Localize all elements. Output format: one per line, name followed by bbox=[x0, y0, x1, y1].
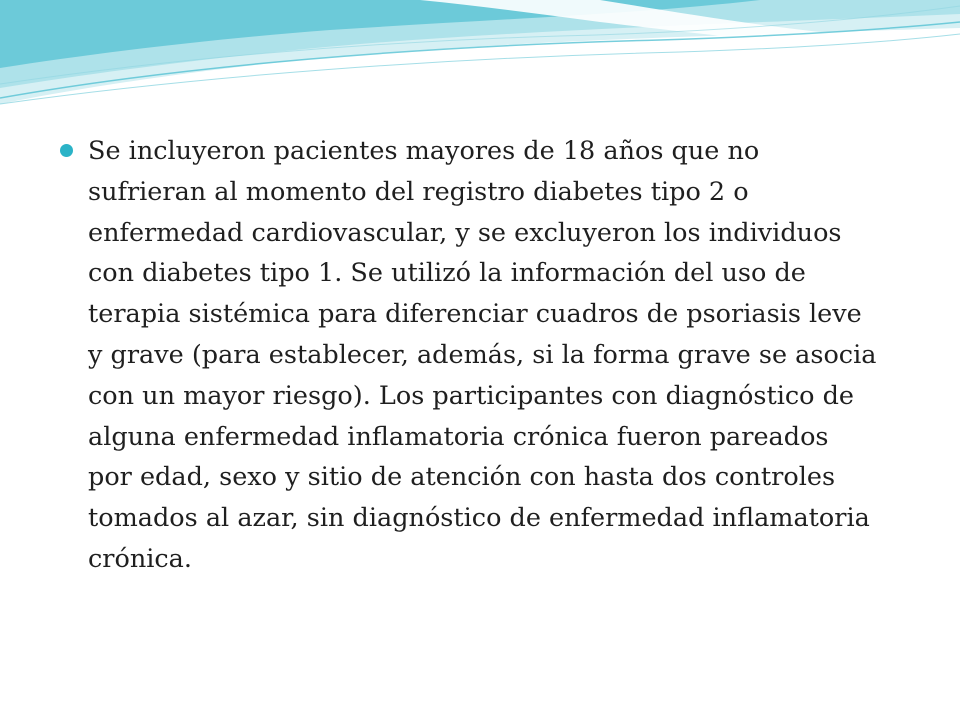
bullet-paragraph: Se incluyeron pacientes mayores de 18 años que no sufrieran al momento del registro diabetes tipo 2 o enfermedad cardiovascular, y se excluyeron los individuos con diabetes tipo 1. Se utilizó la información del uso de terapia sistémica para diferenciar cuadros de psoriasis leve y grave (para establecer, además, si la forma grave se asocia con un mayor riesgo). Los participantes con diagnóstico de alguna enfermedad inflamatoria crónica fueron pareados por edad, sexo y sitio de atención con hasta dos controles tomados al azar, sin diagnóstico de enfermedad inflamatoria crónica. bbox=[88, 136, 877, 574]
bullet-item bbox=[60, 131, 880, 580]
decorative-wave-header bbox=[0, 0, 960, 110]
bullet-dot-icon bbox=[60, 144, 73, 157]
slide-body bbox=[60, 131, 880, 580]
